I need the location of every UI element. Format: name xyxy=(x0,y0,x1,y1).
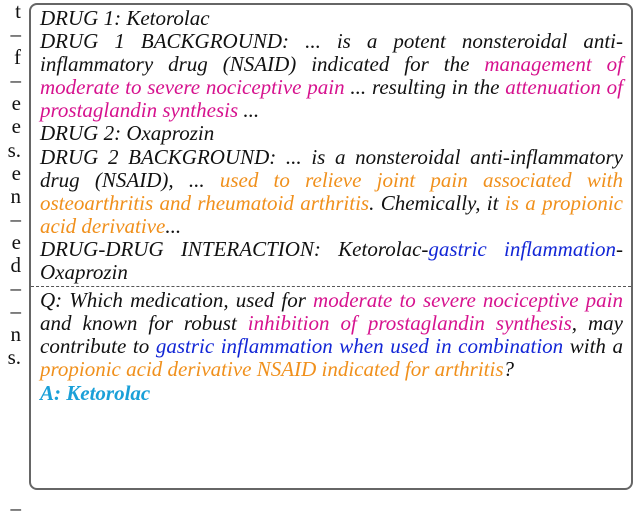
question-text: with a xyxy=(563,334,623,359)
question-highlight-inflammation: gastric inflammation when used in combination xyxy=(155,334,564,359)
drug1-label: DRUG 1: Ketorolac xyxy=(40,6,210,30)
margin-fragment: s. xyxy=(7,345,21,370)
margin-fragment: – xyxy=(10,276,21,301)
margin-fragment: t xyxy=(15,0,21,23)
margin-fragment: n xyxy=(10,322,21,347)
drug2-background-text: . Chemically, it xyxy=(369,190,505,215)
drug2-highlight-joint-pain: used to relieve joint pain associated with osteoarthritis and rheumatoid arthritis xyxy=(40,167,624,215)
margin-fragment: e xyxy=(11,91,21,116)
drug1-background-text: ... resulting in the xyxy=(344,75,506,100)
margin-fragment: e xyxy=(11,160,21,185)
margin-fragment: n xyxy=(10,183,21,208)
drug2-background-text: DRUG 2 BACKGROUND: ... is a nonsteroidal anti-inflammatory drug (NSAID), ... xyxy=(40,144,623,192)
margin-fragment: f xyxy=(14,45,21,70)
drug2-label: DRUG 2: Oxaprozin xyxy=(40,121,215,146)
left-margin-text xyxy=(0,0,24,528)
interaction-highlight: gastric inflammation xyxy=(428,236,616,261)
question-highlight-nsaid: propionic acid derivative NSAID indicated for arthritis xyxy=(40,357,504,382)
margin-fragment: d xyxy=(10,253,21,278)
drug2-background-text: ... xyxy=(165,213,182,238)
question-text: Q: Which medication, used for xyxy=(40,288,314,313)
drug1-highlight-prostaglandin: attenuation of prostaglandin synthesis xyxy=(40,75,623,123)
example-box xyxy=(29,3,633,490)
question-highlight-prostaglandin: inhibition of prostaglandin synthesis xyxy=(247,311,572,336)
footer-fragment: – xyxy=(10,497,21,520)
question-highlight-pain: moderate to severe nociceptive pain xyxy=(313,288,623,313)
margin-fragment: – xyxy=(10,68,21,93)
question-text: and known for robust xyxy=(40,311,248,336)
question xyxy=(40,289,623,381)
interaction-text: -Oxaprozin xyxy=(40,236,623,285)
margin-fragment: e xyxy=(11,114,21,139)
drug2-highlight-propionic: is a propionic acid derivative xyxy=(40,190,623,238)
drug2-background xyxy=(40,146,623,238)
question-text: ? xyxy=(503,357,514,382)
dashed-divider xyxy=(31,286,631,287)
drug1-background xyxy=(40,30,623,122)
margin-fragment: – xyxy=(10,299,21,324)
margin-fragment: – xyxy=(10,22,21,47)
drug1-background-text: ... xyxy=(238,98,260,123)
margin-fragment: – xyxy=(10,206,21,231)
interaction-text: DRUG-DRUG INTERACTION: Ketorolac- xyxy=(40,236,429,261)
drug-interaction xyxy=(40,238,623,284)
drug1-highlight-management: management of moderate to severe nociceptive pain xyxy=(40,52,623,100)
margin-fragment: e xyxy=(11,229,21,254)
drug1-background-text: DRUG 1 BACKGROUND: ... is a potent nonsteroidal anti-inflammatory drug (NSAID) indicated for the xyxy=(40,29,623,77)
answer: A: Ketorolac xyxy=(40,380,151,405)
margin-fragment: s. xyxy=(7,137,21,162)
question-text: , may contribute to xyxy=(40,311,623,359)
